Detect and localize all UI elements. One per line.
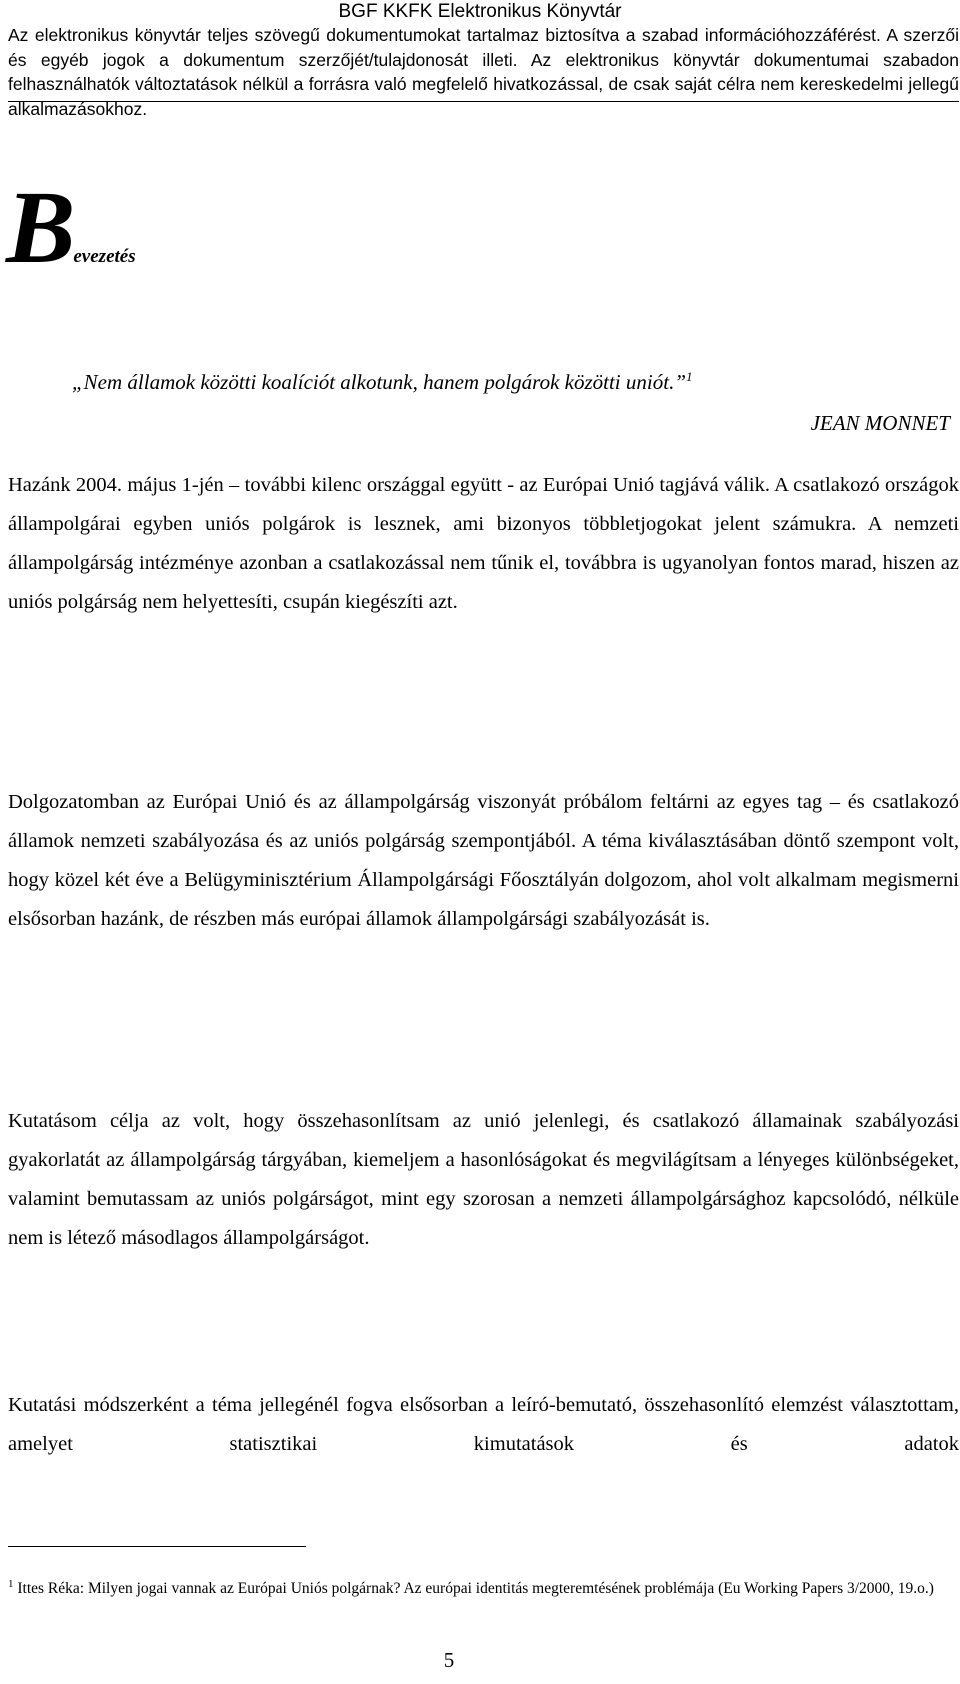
body-paragraph: Dolgozatomban az Európai Unió és az állampolgárság viszonyát próbálom feltárni az egyes tag – és csatlakozó államok nemzeti szabályozása és az uniós polgárság szempontjából. A téma kiválasztásában döntő szempont volt, hogy közel két éve a Belügyminisztérium Állampolgársági Főosztályán dolgozom, ahol volt alkalmam megismerni elsősorban hazánk, de részben más európai államok állampolgársági szabályozását is. [8,791,959,930]
body-paragraph: Kutatásom célja az volt, hogy összehasonlítsam az unió jelenlegi, és csatlakozó államainak szabályozási gyakorlatát az állampolgárság tárgyában, kiemeljem a hasonlóságokat és megvilágítsam a lényeges különbségeket, valamint bemutassam az uniós polgárságot, mint egy szorosan a nemzeti állampolgársághoz kapcsolódó, nélküle nem is létező másodlagos állampolgárságot. [8,1110,959,1249]
copyright-notice: Az elektronikus könyvtár teljes szövegű dokumentumokat tartalmaz biztosítva a szabad információhozzáférést. A szerzői és egyéb jogok a dokumentum szerzőjét/tulajdonosát illeti. Az elektronikus könyvtár dokumentumai szabadon felhasználhatók változtatások nélkül a forrásra való megfelelő hivatkozással, de csak saját célra nem kereskedelmi jellegű alkalmazásokhoz. [8,25,959,119]
quote-author: JEAN MONNET [810,411,950,435]
header-divider [8,101,959,102]
epigraph-quote [72,364,693,395]
quote-text: „Nem államok közötti koalíciót alkotunk, hanem polgárok közötti uniót.” [72,370,686,394]
page-number: 5 [443,1648,455,1672]
footnote-text: Ittes Réka: Milyen jogai vannak az Európai Uniós polgárnak? Az európai identitás megteremtésének problémája (Eu Working Papers 3/2000, 19.o.) [17,1580,934,1598]
footnote-divider [8,1546,306,1547]
footnote [8,1567,959,1606]
library-title: BGF KKFK Elektronikus Könyvtár [338,1,622,22]
footnote-number: 1 [8,1578,14,1590]
heading-rest: evezetés [73,246,136,267]
body-paragraph: Kutatási módszerként a téma jellegénél fogva elsősorban a leíró-bemutató, összehasonlító elemzést választottam, amelyet statisztikai kimutatások és adatok [8,1394,959,1455]
heading-drop-cap: B [6,170,76,285]
section-heading [6,170,136,286]
body-paragraph: Hazánk 2004. május 1-jén – további kilenc országgal együtt - az Európai Unió tagjává válik. A csatlakozó országok állampolgárai egyben uniós polgárok is lesznek, ami bizonyos többletjogokat jelent számukra. A nemzeti állampolgárság intézménye azonban a csatlakozással nem tűnik el, továbbra is ugyanolyan fontos marad, hiszen az uniós polgárság nem helyettesíti, csupán kiegészíti azt. [8,474,959,613]
footnote-reference: 1 [686,369,693,384]
